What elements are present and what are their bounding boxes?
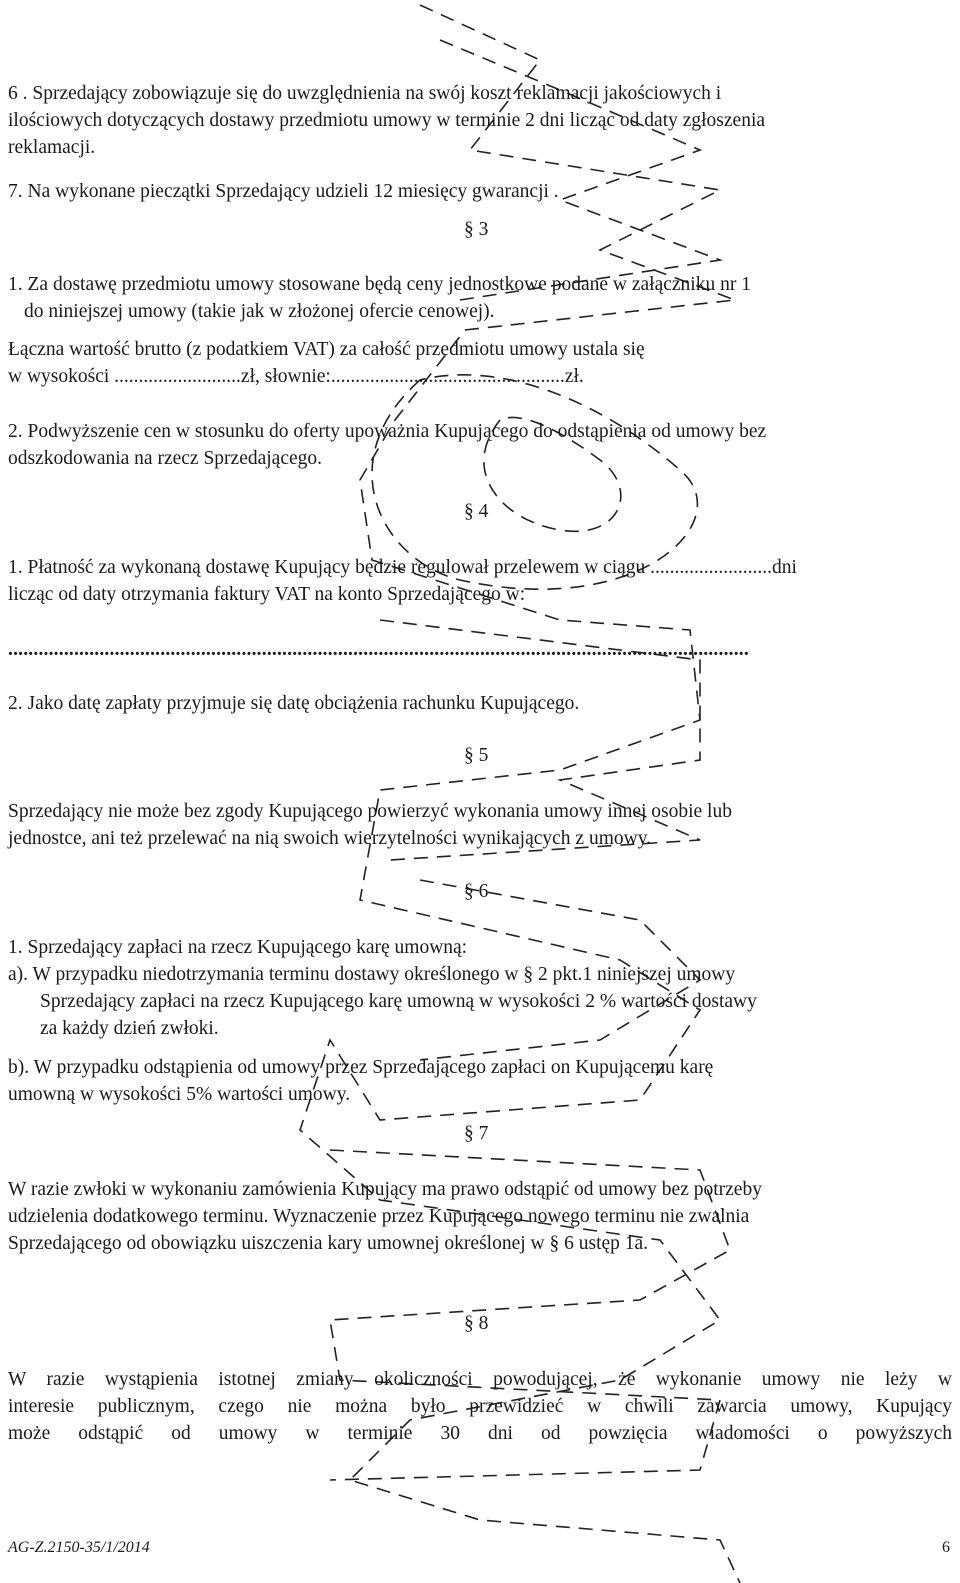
text-p8c: może odstąpić od umowy w terminie 30 dni od powzięcia wiadomości o powyższych bbox=[8, 1423, 952, 1444]
text-p5b: jednostce, ani też przelewać na nią swoich wierzytelności wynikających z umowy. bbox=[8, 828, 652, 849]
section-8-heading: § 8 bbox=[464, 1313, 489, 1334]
text-p5a: Sprzedający nie może bez zgody Kupującego powierzyć wykonania umowy innej osobie lub bbox=[8, 801, 732, 822]
text-p6-a3: za każdy dzień zwłoki. bbox=[40, 1018, 219, 1039]
text-p4-dots: .................................................................................................................................................. bbox=[8, 639, 749, 660]
text-s7: 7. Na wykonane pieczątki Sprzedający udzieli 12 miesięcy gwarancji . bbox=[8, 181, 559, 202]
section-3-heading: § 3 bbox=[464, 219, 489, 240]
text-p6-b1: b). W przypadku odstąpienia od umowy przez Sprzedającego zapłaci on Kupującemu karę bbox=[8, 1057, 714, 1078]
text-s6-line2: ilościowych dotyczących dostawy przedmiotu umowy w terminie 2 dni licząc od daty zgłoszenia bbox=[8, 110, 766, 131]
text-p8b: interesie publicznym, czego nie można było przewidzieć w chwili zawarcia umowy, Kupujący bbox=[8, 1396, 952, 1417]
section-7-heading: § 7 bbox=[464, 1123, 489, 1144]
text-p6-a1: a). W przypadku niedotrzymania terminu dostawy określonego w § 2 pkt.1 niniejszej umowy bbox=[8, 964, 736, 985]
text-p6-1: 1. Sprzedający zapłaci na rzecz Kupującego karę umowną: bbox=[8, 937, 468, 958]
text-p3-3b: odszkodowania na rzecz Sprzedającego. bbox=[8, 448, 323, 469]
text-p7c: Sprzedającego od obowiązku uiszczenia kary umownej określonej w § 6 ustęp 1a. bbox=[8, 1233, 649, 1254]
text-p3-1a: 1. Za dostawę przedmiotu umowy stosowane będą ceny jednostkowe podane w załączniku nr 1 bbox=[8, 274, 751, 295]
text-p3-3a: 2. Podwyższenie cen w stosunku do oferty upoważnia Kupującego do odstąpienia od umowy bez bbox=[8, 421, 767, 442]
text-p4-1a: 1. Płatność za wykonaną dostawę Kupujący będzie regulował przelewem w ciągu .........................dni bbox=[8, 557, 797, 578]
text-s6-line3: reklamacji. bbox=[8, 137, 96, 158]
text-p8a: W razie wystąpienia istotnej zmiany okoliczności powodującej, że wykonanie umowy nie leży w bbox=[8, 1369, 952, 1390]
text-p3-2a: Łączna wartość brutto (z podatkiem VAT) za całość przedmiotu umowy ustala się bbox=[8, 339, 645, 360]
text-p4-2: 2. Jako datę zapłaty przyjmuje się datę obciążenia rachunku Kupującego. bbox=[8, 693, 580, 714]
text-p7b: udzielenia dodatkowego terminu. Wyznaczenie przez Kupującego nowego terminu nie zwalnia bbox=[8, 1206, 750, 1227]
text-p6-b2: umowną w wysokości 5% wartości umowy. bbox=[8, 1084, 351, 1105]
text-s6-line1: 6 . Sprzedający zobowiązuje się do uwzględnienia na swój koszt reklamacji jakościowych i bbox=[8, 83, 722, 104]
text-p4-1b: licząc od daty otrzymania faktury VAT na konto Sprzedającego w: bbox=[8, 584, 526, 605]
text-p7a: W razie zwłoki w wykonaniu zamówienia Kupujący ma prawo odstąpić od umowy bez potrzeby bbox=[8, 1179, 762, 1200]
page-number: 6 bbox=[942, 1539, 950, 1556]
footer-reference: AG-Z.2150-35/1/2014 bbox=[8, 1539, 150, 1556]
text-p3-2b: w wysokości ..........................zł, słownie:................................................zł. bbox=[8, 366, 584, 387]
section-5-heading: § 5 bbox=[464, 745, 489, 766]
text-p3-1b: do niniejszej umowy (takie jak w złożonej ofercie cenowej). bbox=[24, 301, 495, 322]
text-p6-a2: Sprzedający zapłaci na rzecz Kupującego karę umowną w wysokości 2 % wartości dostawy bbox=[40, 991, 757, 1012]
section-4-heading: § 4 bbox=[464, 501, 489, 522]
section-6-heading: § 6 bbox=[464, 881, 489, 902]
